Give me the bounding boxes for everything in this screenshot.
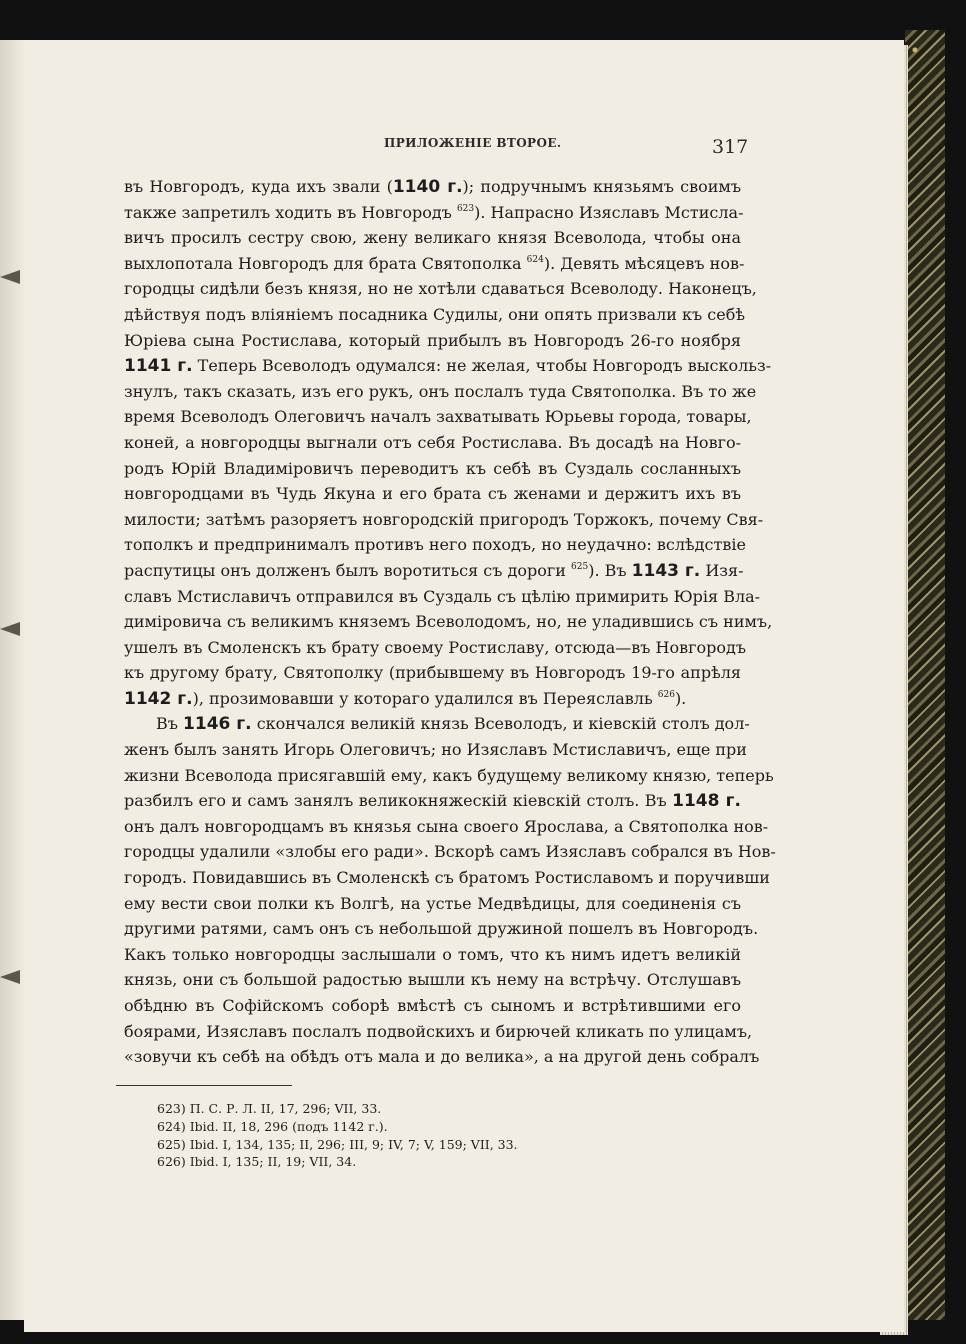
text-line [124,558,744,584]
left-page-edge [0,40,25,1320]
text-line [124,302,745,328]
text-line [124,942,741,968]
text-span: ). Напрасно Изяславъ Мстисла- [474,202,744,222]
text-span: Теперь Всеволодъ одумался: не желая, чтобы Новгородъ выскольз- [192,356,772,376]
text-span: родъ Юрій Владиміровичъ переводитъ къ себѣ въ Суздаль сосланныхъ [124,458,741,478]
text-span: Въ [156,714,184,734]
text-line [124,865,770,891]
text-line [124,353,772,379]
footnote-separator [116,1085,292,1086]
book-binding-edge [905,30,945,1320]
text-line [124,328,741,354]
text-line [124,200,744,226]
text-line [124,276,757,302]
text-line [124,891,741,917]
text-line [124,814,769,840]
text-span: онъ далъ новгородцамъ въ князья сына своего Ярослава, а Святополка нов- [124,816,769,836]
year-bold: 1140 г. [392,177,463,197]
text-span: ), прозимовавши у котораго удалился въ Переяславль [192,688,658,708]
text-line [124,916,759,942]
text-span: Юріева сына Ростислава, который прибылъ въ Новгородъ 26-го ноября [124,330,741,350]
footnote: 626) Ibid. I, 135; II, 19; VII, 34. [157,1154,357,1170]
text-line [124,251,745,277]
text-span: вичъ просилъ сестру свою, жену великаго князя Всеволода, чтобы она [124,228,741,248]
footnote-ref: 626 [657,689,675,700]
text-span: ушелъ въ Смоленскъ къ брату своему Ростиславу, отсюда—въ Новгородъ [124,637,747,657]
footnote: 623) П. С. Р. Л. II, 17, 296; VII, 33. [157,1101,382,1116]
text-span: городъ. Повидавшись въ Смоленскѣ съ братомъ Ростиславомъ и поручивши [124,868,770,888]
footnote-ref: 625 [571,561,589,572]
text-span: женъ былъ занять Игорь Олеговичъ; но Изяславъ Мстиславичъ, еще при [124,740,747,760]
text-span: скончался великій князь Всеволодъ, и кіевскій столъ дол- [251,714,750,734]
text-line [124,404,752,430]
text-span: городцы сидѣли безъ князя, но не хотѣли сдаваться Всеволоду. Наконецъ, [124,279,757,299]
text-line [124,686,741,712]
text-span: городцы удалили «злобы его ради». Вскорѣ самъ Изяславъ собрался въ Нов- [124,842,776,862]
page-tab-marker [0,622,20,636]
text-line [124,635,747,661]
page-number: 317 [712,136,749,158]
text-span: распутицы онъ долженъ былъ воротиться съ дороги [124,560,572,580]
page-tab-marker [0,970,20,984]
text-line [124,737,747,763]
text-span: ему вести свои полки къ Волгѣ, на устье Медвѣдицы, для соединенія съ [124,893,741,913]
text-span: славъ Мстиславичъ отправился въ Суздаль съ цѣлію примирить Юрія Вла- [124,586,761,606]
year-bold: 1142 г. [124,688,193,709]
text-line [124,788,741,814]
running-title: ПРИЛОЖЕНІЕ ВТОРОЕ. [384,136,562,150]
text-span: князь, они съ большой радостью вышли къ нему на встрѣчу. Отслушавъ [124,970,741,990]
footnote-ref: 624 [526,254,544,265]
text-line [124,481,741,507]
text-line [124,532,746,558]
text-span: къ другому брату, Святополку (прибывшему въ Новгородъ 19-го апрѣля [124,663,741,683]
text-line [124,967,741,993]
footnote-ref: 623 [456,203,475,214]
page [24,40,904,1332]
text-line [124,609,773,635]
text-span: коней, а новгородцы выгнали отъ себя Ростислава. Въ досадѣ на Новго- [124,432,741,452]
text-span: Изя- [700,560,744,580]
text-span: диміровича съ великимъ княземъ Всеволодомъ, но, не уладившись съ нимъ, [124,612,773,632]
text-span: тополкъ и предпринималъ противъ него походъ, но неудачно: вслѣдствіе [124,535,746,555]
text-line [124,507,764,533]
footnote: 625) Ibid. I, 134, 135; II, 296; III, 9; IV, 7; V, 159; VII, 33. [157,1136,518,1152]
text-span: жизни Всеволода присягавшій ему, какъ будущему великому князю, теперь [124,765,774,785]
text-span: ). Девять мѣсяцевъ нов- [543,253,745,273]
text-line [124,584,761,610]
year-bold: 1148 г. [672,791,741,812]
text-line [124,763,774,789]
text-span: ); подручнымъ князьямъ своимъ [462,177,742,196]
text-span: выхлопотала Новгородъ для брата Святополка [124,253,527,273]
text-span: Какъ только новгородцы заслышали о томъ, что къ нимъ идетъ великій [124,944,741,964]
text-span: время Всеволодъ Олеговичъ началъ захватывать Юрьевы города, товары, [124,407,752,427]
text-line [124,1019,753,1045]
page-tab-marker [0,270,20,284]
text-line [124,379,757,405]
text-span: боярами, Изяславъ послалъ подвойскихъ и бирючей кликать по улицамъ, [124,1021,753,1041]
text-span: знулъ, такъ сказать, изъ его рукъ, онъ послалъ туда Святополка. Въ то же [124,381,757,401]
text-span: ). [674,688,687,708]
text-span: дѣйствуя подъ вліяніемъ посадника Судилы, они опять призвали къ себѣ [124,304,745,324]
footnote: 624) Ibid. II, 18, 296 (подъ 1142 г.). [157,1118,388,1134]
year-bold: 1143 г. [631,560,701,581]
text-span: новгородцами въ Чудь Якуна и его брата съ женами и держитъ ихъ въ [124,484,741,504]
text-line [124,839,776,865]
text-line [124,225,741,251]
text-line [124,993,741,1019]
text-span: другими ратями, самъ онъ съ небольшой дружиной пошелъ въ Новгородъ. [124,919,759,939]
text-span: также запретилъ ходить въ Новгородъ [124,202,457,222]
text-line [124,660,741,686]
text-span: «зовучи къ себѣ на обѣдъ отъ мала и до велика», а на другой день собралъ [124,1047,760,1067]
text-line [124,711,750,737]
text-span: обѣдню въ Софійскомъ соборѣ вмѣстѣ съ сыномъ и встрѣтившими его [124,996,741,1015]
text-line [124,456,741,482]
year-bold: 1141 г. [124,356,193,377]
text-span: ). Въ [588,560,632,580]
text-span: въ Новгородъ, куда ихъ звали ( [124,177,393,196]
body-text [124,174,776,1070]
footnotes [157,1100,518,1171]
text-span: разбилъ его и самъ занялъ великокняжескій кіевскій столъ. Въ [124,791,673,811]
text-line [124,430,741,456]
text-span: милости; затѣмъ разоряетъ новгородскій пригородъ Торжокъ, почему Свя- [124,509,764,529]
text-line [124,1044,760,1070]
text-line [124,174,741,200]
year-bold: 1146 г. [183,714,252,735]
